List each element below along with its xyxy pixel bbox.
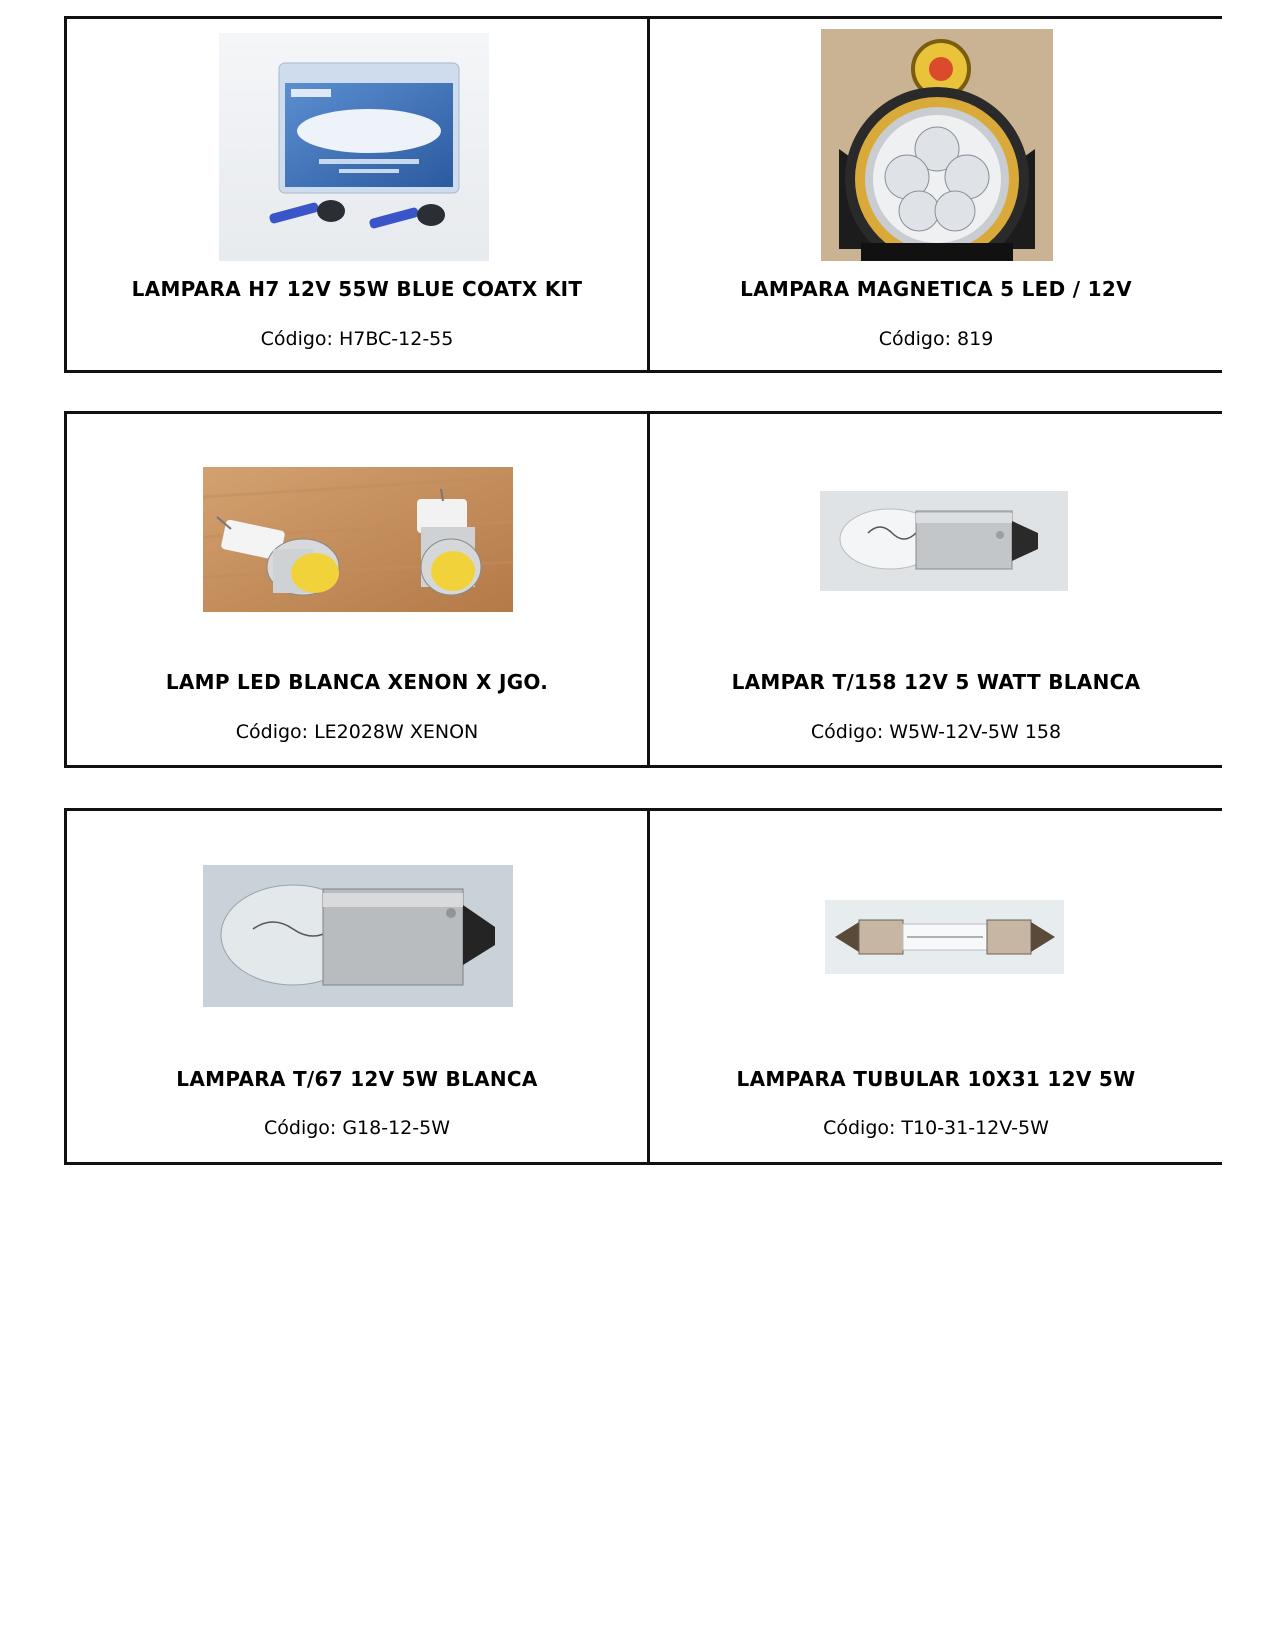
- product-code-line: [650, 721, 1222, 743]
- product-name: LAMPAR T/158 12V 5 WATT BLANCA: [731, 670, 1141, 694]
- magnetic-led-lamp-photo: [821, 29, 1053, 261]
- code-label: Código:: [878, 328, 952, 350]
- product-card: [647, 16, 1222, 373]
- product-name: LAMPARA TUBULAR 10X31 12V 5W: [736, 1067, 1136, 1091]
- product-code: LE2028W XENON: [314, 721, 479, 743]
- code-label: Código:: [264, 1117, 337, 1139]
- product-name: LAMPARA MAGNETICA 5 LED / 12V: [740, 277, 1132, 301]
- product-card: [64, 411, 650, 768]
- t158-bulb-photo: [820, 491, 1068, 591]
- h7-blue-kit-photo: [219, 33, 489, 261]
- product-name: LAMPARA T/67 12V 5W BLANCA: [176, 1067, 538, 1091]
- product-code-line: [67, 328, 647, 350]
- product-code-line: [67, 721, 647, 743]
- product-code-line: [67, 1117, 647, 1139]
- product-code-line: [650, 1117, 1222, 1139]
- product-code: G18-12-5W: [342, 1117, 450, 1139]
- code-label: Código:: [810, 721, 884, 743]
- product-code: 819: [957, 328, 994, 350]
- product-card: [647, 411, 1222, 768]
- product-code-line: [650, 328, 1222, 350]
- product-name: LAMP LED BLANCA XENON X JGO.: [165, 670, 549, 694]
- product-code: W5W-12V-5W 158: [889, 721, 1062, 743]
- product-card: [64, 16, 650, 373]
- led-xenon-bulbs-photo: [203, 467, 513, 612]
- product-code: T10-31-12V-5W: [901, 1117, 1049, 1139]
- product-card: [64, 808, 650, 1165]
- code-label: Código:: [823, 1117, 896, 1139]
- product-code: H7BC-12-55: [338, 328, 454, 350]
- festoon-tubular-bulb-photo: [825, 900, 1064, 974]
- product-card: [647, 808, 1222, 1165]
- code-label: Código:: [260, 328, 333, 350]
- product-name: LAMPARA H7 12V 55W BLUE COATX KIT: [131, 277, 583, 301]
- t67-bulb-photo: [203, 865, 513, 1007]
- code-label: Código:: [235, 721, 309, 743]
